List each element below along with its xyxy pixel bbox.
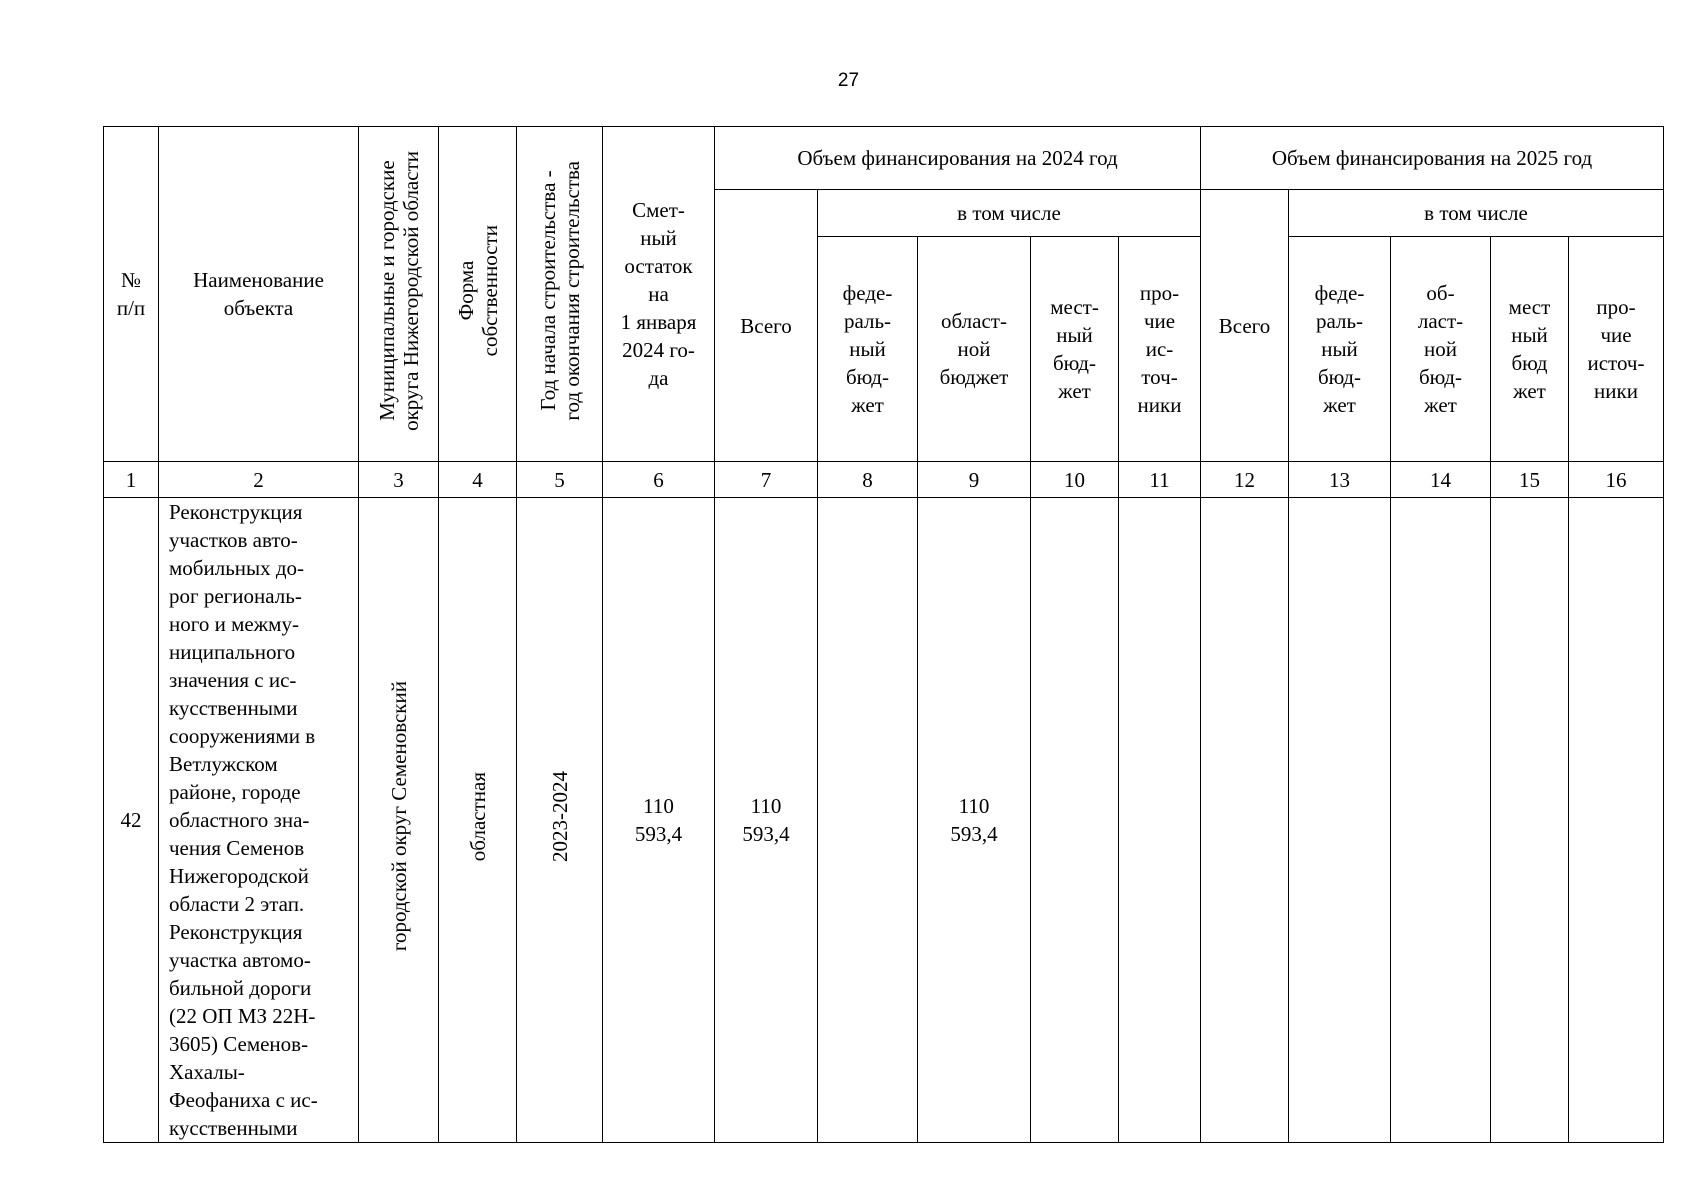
header-total-2024: Всего — [715, 190, 818, 462]
column-number: 16 — [1569, 462, 1664, 498]
header-other-2025: про- чие источ- ники — [1569, 237, 1664, 462]
header-other-2024: про- чие ис- точ- ники — [1119, 237, 1201, 462]
row-num: 42 — [104, 498, 159, 1143]
row-other-2024 — [1119, 498, 1201, 1143]
header-name: Наименование объекта — [159, 127, 359, 462]
page-number: 27 — [837, 70, 860, 91]
row-estimate: 110 593,4 — [603, 498, 715, 1143]
column-number: 3 — [359, 462, 439, 498]
table-row — [104, 498, 1664, 1143]
header-financing-2025: Объем финансирования на 2025 год — [1201, 127, 1664, 190]
header-local-2025: мест ный бюд жет — [1491, 237, 1569, 462]
column-number: 13 — [1289, 462, 1391, 498]
row-municipal: городской округ Семеновский — [359, 498, 439, 1143]
header-regional-2024: област- ной бюджет — [918, 237, 1031, 462]
header-num: № п/п — [104, 127, 159, 462]
header-municipal: Муниципальные и городские округа Нижегородской области — [359, 127, 439, 462]
row-ownership: областная — [439, 498, 517, 1143]
column-number: 7 — [715, 462, 818, 498]
column-number: 11 — [1119, 462, 1201, 498]
row-local-2025 — [1491, 498, 1569, 1143]
row-regional-2025 — [1391, 498, 1491, 1143]
row-object-name: Реконструкция участков авто- мобильных до- рог региональ- ного и межму- ниципального значения с ис- кусственными сооружениями в Ветлужском районе, городе областного зна- чения Семенов Нижегородской области 2 этап. Реконструкция участка автомо- бильной дороги (22 ОП МЗ 22Н- 3605) Семенов- Хахалы- Феофаниха с ис- кусственными — [159, 498, 359, 1143]
column-number: 5 — [517, 462, 603, 498]
column-number: 8 — [818, 462, 918, 498]
header-including-2024: в том числе — [818, 190, 1201, 237]
row-other-2025 — [1569, 498, 1664, 1143]
column-number: 9 — [918, 462, 1031, 498]
row-years: 2023-2024 — [517, 498, 603, 1143]
header-row-1 — [104, 127, 1664, 190]
row-local-2024 — [1031, 498, 1119, 1143]
row-federal-2024 — [818, 498, 918, 1143]
column-number: 15 — [1491, 462, 1569, 498]
header-federal-2024: феде- раль- ный бюд- жет — [818, 237, 918, 462]
column-number: 10 — [1031, 462, 1119, 498]
header-years: Год начала строительства - год окончания строительства — [517, 127, 603, 462]
header-regional-2025: об- ласт- ной бюд- жет — [1391, 237, 1491, 462]
column-number: 6 — [603, 462, 715, 498]
row-total-2025 — [1201, 498, 1289, 1143]
row-regional-2024: 110 593,4 — [918, 498, 1031, 1143]
row-federal-2025 — [1289, 498, 1391, 1143]
header-federal-2025: феде- раль- ный бюд- жет — [1289, 237, 1391, 462]
column-number: 2 — [159, 462, 359, 498]
header-ownership: Форма собственности — [439, 127, 517, 462]
header-estimate: Смет- ный остаток на 1 января 2024 го- да — [603, 127, 715, 462]
header-including-2025: в том числе — [1289, 190, 1664, 237]
column-number: 4 — [439, 462, 517, 498]
row-total-2024: 110 593,4 — [715, 498, 818, 1143]
header-total-2025: Всего — [1201, 190, 1289, 462]
header-local-2024: мест- ный бюд- жет — [1031, 237, 1119, 462]
header-financing-2024: Объем финансирования на 2024 год — [715, 127, 1201, 190]
investment-table — [103, 126, 1664, 1143]
column-number: 14 — [1391, 462, 1491, 498]
column-number-row — [104, 462, 1664, 498]
column-number: 12 — [1201, 462, 1289, 498]
column-number: 1 — [104, 462, 159, 498]
